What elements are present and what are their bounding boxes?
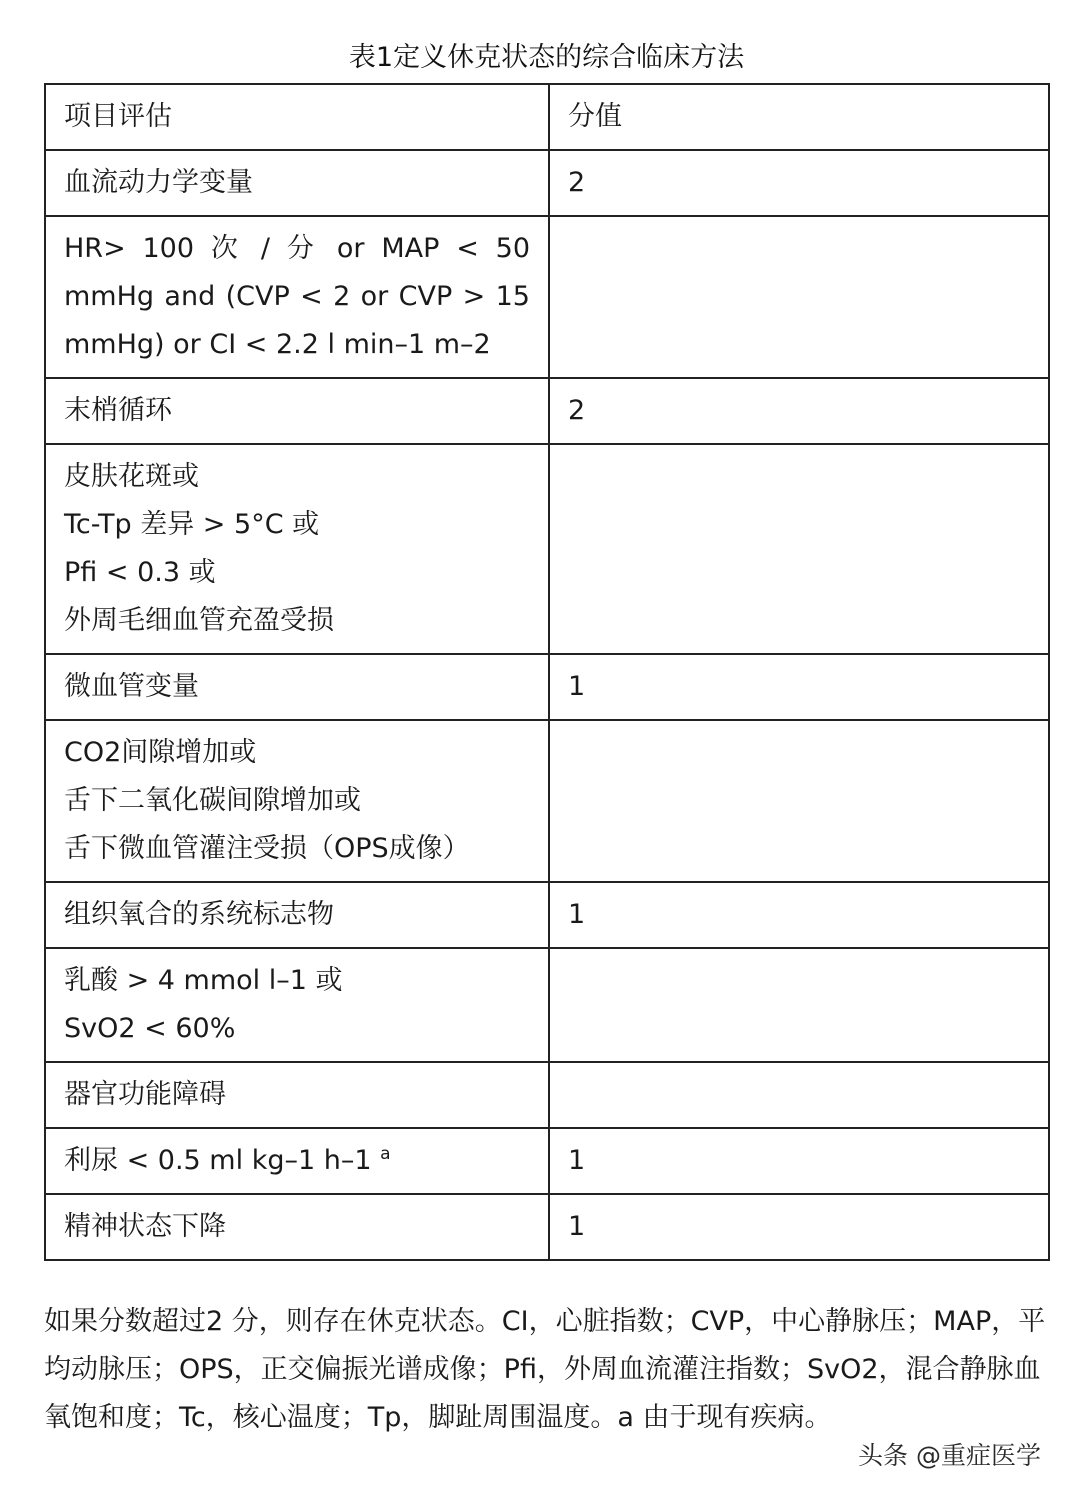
item-line: 外周毛细血管充盈受损 <box>64 605 334 636</box>
row-score: 1 <box>549 1128 1049 1194</box>
table-row <box>45 1128 1049 1194</box>
table-row <box>45 216 1049 378</box>
row-item <box>45 948 549 1062</box>
row-score <box>549 444 1049 654</box>
table-footnote: 如果分数超过2 分，则存在休克状态。CI，心脏指数；CVP，中心静脉压；MAP，平均动脉压；OPS，正交偏振光谱成像；Pfi，外周血流灌注指数；SvO2，混合静脉血氧饱和度；Tc，核心温度；Tp，脚趾周围温度。a 由于现有疾病。 <box>44 1306 1046 1433</box>
row-score <box>549 720 1049 882</box>
row-item <box>45 1128 549 1194</box>
watermark: 头条 @重症医学 <box>858 1441 1041 1470</box>
row-score <box>549 1062 1049 1128</box>
item-line: mmHg) or CI < 2.2 l min–1 m–2 <box>64 329 491 360</box>
row-score: 2 <box>549 150 1049 216</box>
row-item <box>45 882 549 948</box>
item-line: mmHg and (CVP < 2 or CVP > 15 <box>64 281 530 312</box>
item-line: Tc-Tp 差异 > 5°C 或 <box>64 509 320 540</box>
table-row <box>45 882 1049 948</box>
row-item <box>45 720 549 882</box>
row-item <box>45 1062 549 1128</box>
row-score: 2 <box>549 378 1049 444</box>
item-line: HR> 100 次 / 分 or MAP < 50 <box>64 233 530 264</box>
footnote-marker: a <box>380 1144 391 1164</box>
shock-scoring-table <box>44 83 1050 1261</box>
row-score: 1 <box>549 882 1049 948</box>
item-line: 乳酸 > 4 mmol l–1 或 <box>64 965 343 996</box>
row-score <box>549 948 1049 1062</box>
item-line: 皮肤花斑或 <box>64 461 199 492</box>
item-line: 器官功能障碍 <box>64 1079 226 1110</box>
item-line: 舌下微血管灌注受损（OPS成像） <box>64 833 470 864</box>
item-line: 利尿 < 0.5 ml kg–1 h–1 <box>64 1145 372 1176</box>
table-title: 表1定义休克状态的综合临床方法 <box>348 42 745 73</box>
item-line: 精神状态下降 <box>64 1211 226 1242</box>
item-line: 微血管变量 <box>64 671 199 702</box>
item-line: 舌下二氧化碳间隙增加或 <box>64 785 361 816</box>
row-score: 1 <box>549 654 1049 720</box>
table-row <box>45 444 1049 654</box>
item-line: 末梢循环 <box>64 395 172 426</box>
row-item <box>45 444 549 654</box>
row-score <box>549 216 1049 378</box>
item-line: Pfi < 0.3 或 <box>64 557 216 588</box>
item-line: SvO2 < 60% <box>64 1013 236 1044</box>
row-score: 1 <box>549 1194 1049 1260</box>
item-line: 血流动力学变量 <box>64 167 253 198</box>
row-item <box>45 378 549 444</box>
header-item: 项目评估 <box>45 84 549 150</box>
table-row <box>45 1062 1049 1128</box>
table-row <box>45 378 1049 444</box>
row-item <box>45 654 549 720</box>
row-item <box>45 150 549 216</box>
table-row <box>45 1194 1049 1260</box>
row-item <box>45 1194 549 1260</box>
row-item <box>45 216 549 378</box>
table-row <box>45 654 1049 720</box>
item-line: 组织氧合的系统标志物 <box>64 899 334 930</box>
table-header-row <box>45 84 1049 150</box>
header-score: 分值 <box>549 84 1049 150</box>
table-row <box>45 720 1049 882</box>
table-row <box>45 948 1049 1062</box>
item-line: CO2间隙增加或 <box>64 737 257 768</box>
table-row <box>45 150 1049 216</box>
